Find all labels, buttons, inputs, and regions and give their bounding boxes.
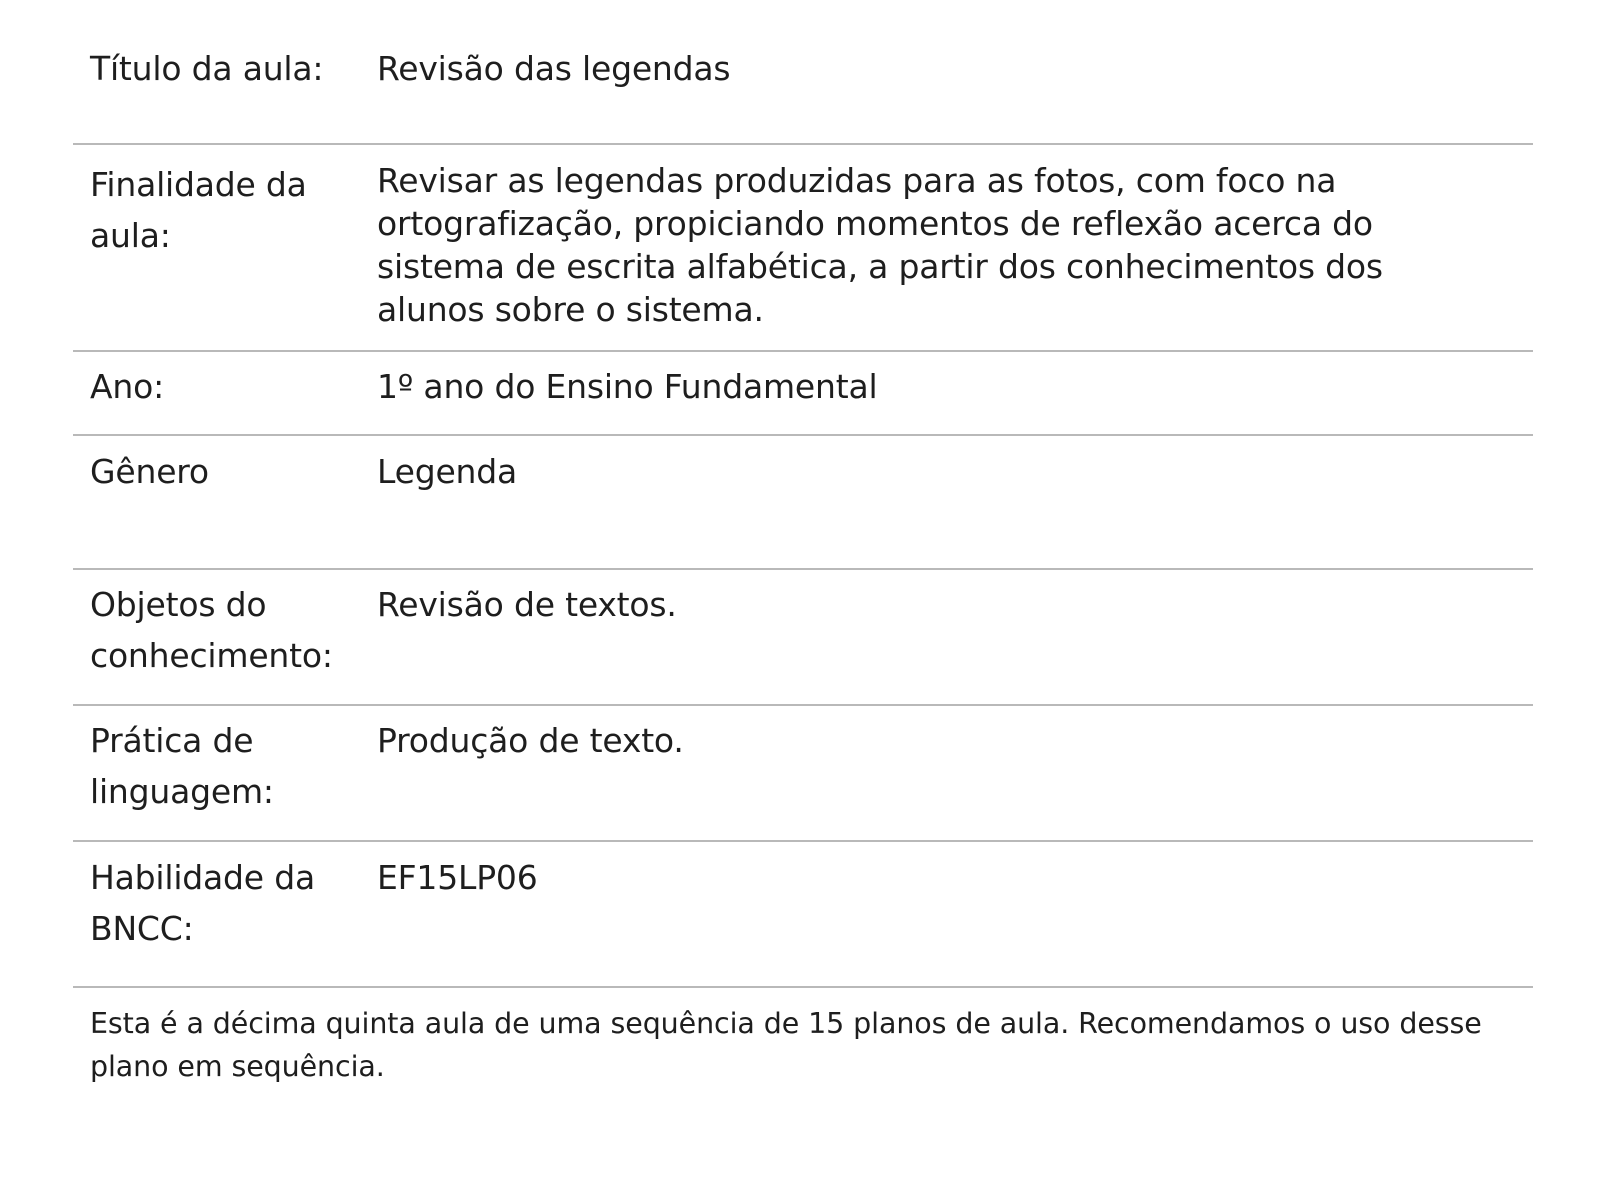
grade-value: 1º ano do Ensino Fundamental [377,367,878,406]
genre-value: Legenda [377,452,518,491]
row-grade [73,352,1533,436]
knowledge-objects-label: Objetos do conhecimento: [90,585,333,675]
row-genre [73,436,1533,570]
bncc-skill-label: Habilidade da BNCC: [90,858,315,948]
row-language-practice [73,706,1533,842]
row-lesson-title [73,0,1533,145]
genre-label: Gênero [90,452,209,491]
row-lesson-purpose [73,145,1533,352]
lesson-purpose-label: Finalidade da aula: [90,165,307,255]
knowledge-objects-value: Revisão de textos. [377,585,677,624]
sequence-note: Esta é a décima quinta aula de uma sequência de 15 planos de aula. Recomendamos o uso desse plano em sequência. [90,1007,1482,1083]
grade-label: Ano: [90,367,164,406]
lesson-title-value: Revisão das legendas [377,49,731,88]
row-knowledge-objects [73,570,1533,706]
row-bncc-skill [73,842,1533,988]
lesson-purpose-value: Revisar as legendas produzidas para as fotos, com foco na ortografização, propiciando momentos de reflexão acerca do sistema de escrita alfabética, a partir dos conhecimentos dos alunos sobre o sistema. [377,161,1383,329]
bncc-skill-value: EF15LP06 [377,858,538,897]
language-practice-value: Produção de texto. [377,721,684,760]
lesson-plan-table [73,0,1533,1088]
language-practice-label: Prática de linguagem: [90,721,274,811]
lesson-title-label: Título da aula: [90,49,324,88]
